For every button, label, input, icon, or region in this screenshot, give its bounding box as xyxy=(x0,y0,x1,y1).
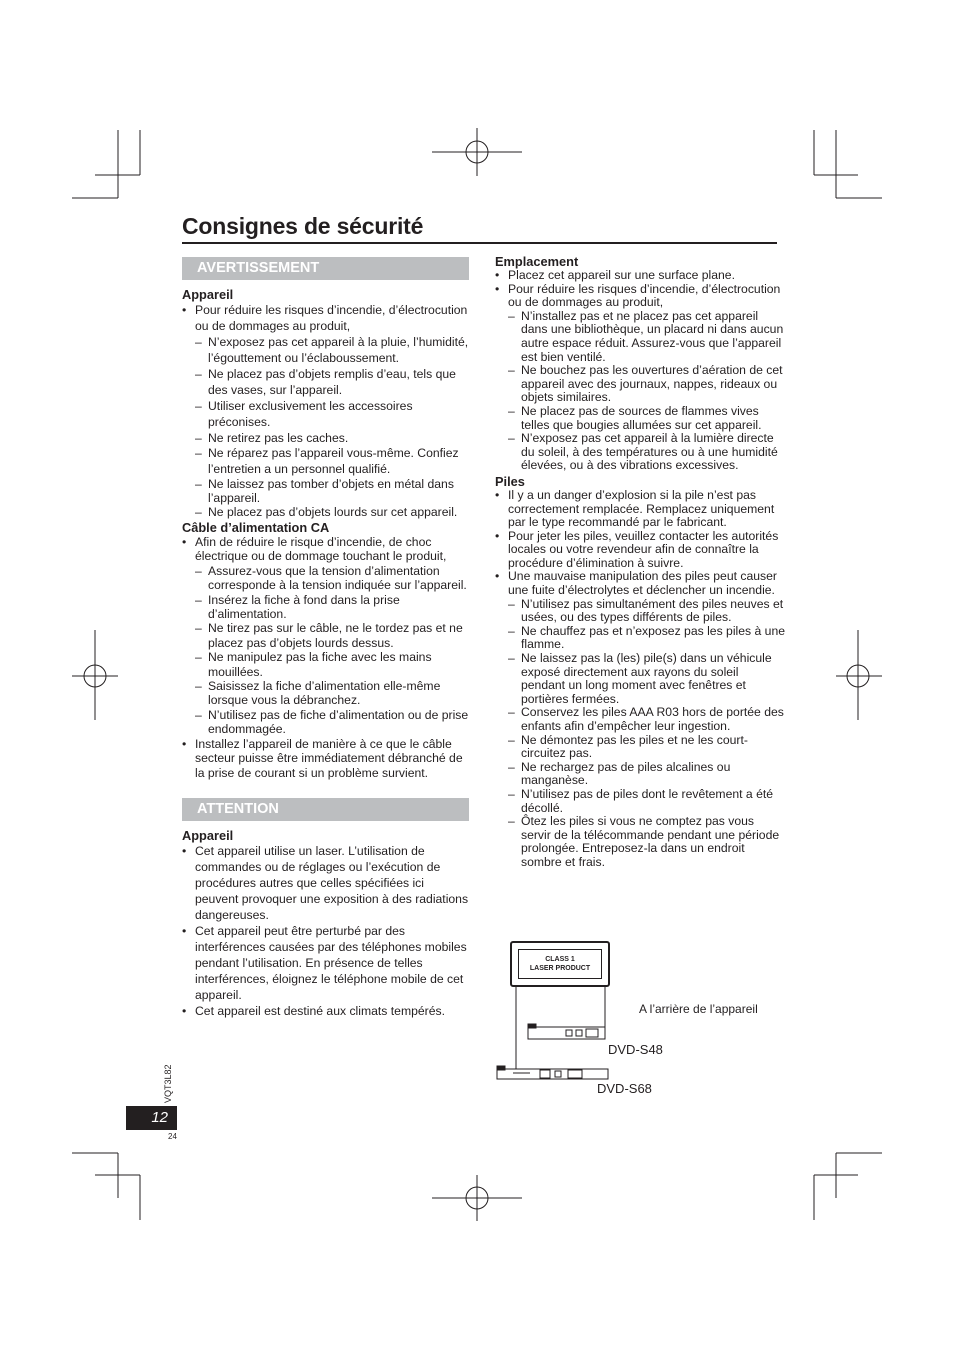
list-item: – Ne démontez pas les piles et ne les court-circuitez pas. xyxy=(508,734,785,761)
laser-class-label xyxy=(510,941,610,987)
list-item: – Ne laissez pas tomber d’objets en métal dans l’appareil. xyxy=(195,477,469,505)
list-item: – N’utilisez pas de fiche d’alimentation ou de prise endommagée. xyxy=(195,708,469,737)
emplacement-dash-list xyxy=(508,310,785,473)
list-item: • Pour réduire les risques d’incendie, d’électrocution ou de dommages au produit, – N’installez pas et ne placez pas cet appareil dans une bibliothèque, un placard ni dans aucun autre espace réduit. Assurez-vous que l’appareil est bien ventilé. – Ne bouchez pas les ouvertures d’aération de cet appareil avec des journaux, nappes, rideaux ou objets similaires. – Ne placez pas de sources de flammes vives telles que bougies allumées sur cet appareil. – N’exposez pas cet appareil à la lumière directe du soleil, à des températures ou à une humidité élevées, ou à des vibrations excessives. xyxy=(495,283,785,473)
list-item: • Pour réduire les risques d’incendie, d’électrocution ou de dommages au produit, – N’exposez pas cet appareil à la pluie, l’humidité, l’égouttement ou l’éclaboussement. – Ne placez pas d’objets remplis d’eau, tels que des vases, sur l’appareil. – Utiliser exclusivement les accessoires préconises. – Ne retirez pas les caches. – Ne réparez pas l’appareil vous-même. Confiez l’entretien a un personnel qualifié. – Ne laissez pas tomber d’objets en métal dans l’appareil. – Ne placez pas d’objets lourds sur cet appareil. xyxy=(182,302,469,519)
list-item: – Ne laissez pas la (les) pile(s) dans un véhicule exposé directement aux rayons du soleil pendant un long moment avec fenêtres et portières fermées. xyxy=(508,652,785,706)
list-item: • Afin de réduire le risque d’incendie, de choc électrique ou de dommage touchant le produit, – Assurez-vous que la tension d’alimentation corresponde à la tension indiquée sur l’appareil. – Insérez la fiche à fond dans la prise d’alimentation. – Ne tirez pas sur le câble, ne le tordez pas et ne placez pas d’objets lourds dessus. – Ne manipulez pas la fiche avec les mains mouillées. – Saisissez la fiche d’alimentation elle-même lorsque vous la débranchez. – N’utilisez pas de fiche d’alimentation ou de prise endommagée. xyxy=(182,535,469,737)
rear-caption: A l’arrière de l’appareil xyxy=(639,1002,758,1016)
laser-label-inner xyxy=(518,949,602,979)
laser-product-text: LASER PRODUCT xyxy=(529,965,591,972)
list-item: – Assurez-vous que la tension d’alimentation corresponde à la tension indiquée sur l’appareil. xyxy=(195,564,469,593)
list-item: • Cet appareil utilise un laser. L’utilisation de commandes ou de réglages ou l’exécution de procédures autres que celles spécifiées ici peuvent provoquer une exposition à des radiations dangereuses. xyxy=(182,843,469,923)
list-item: – Ne rechargez pas de piles alcalines ou manganèse. xyxy=(508,761,785,788)
left-column xyxy=(182,257,469,1019)
list-item: • Cet appareil est destiné aux climats tempérés. xyxy=(182,1003,469,1019)
list-item: – Ne réparez pas l’appareil vous-même. Confiez l’entretien a un personnel qualifié. xyxy=(195,446,469,477)
title-rule xyxy=(182,242,777,244)
list-item: – Ne manipulez pas la fiche avec les mains mouillées. xyxy=(195,650,469,679)
list-item: • Une mauvaise manipulation des piles peut causer une fuite d’électrolytes et déclencher un incendie. – N’utilisez pas simultanément des piles neuves et usées, ou des types différents de piles. – Ne chauffez pas et n’exposez pas les piles à une flamme. – Ne laissez pas la (les) pile(s) dans un véhicule exposé directement aux rayons du soleil pendant un long moment avec fenêtres et portières fermées. – Conservez les piles AAA R03 hors de portée des enfants afin d’empêcher leur ingestion. – Ne démontez pas les piles et ne les court-circuitez pas. – Ne rechargez pas de piles alcalines ou manganèse. – N’utilisez pas de piles dont le revêtement a été décollé. – Ôtez les piles si vous ne comptez pas vous servir de la télécommande pendant une période prolongée. Entreposez-la dans un endroit sombre et frais. xyxy=(495,570,785,869)
list-item: – Ôtez les piles si vous ne comptez pas vous servir de la télécommande pendant une période prolongée. Entreposez-la dans un endroit sombre et frais. xyxy=(508,815,785,869)
piles-list xyxy=(495,489,785,870)
list-item: – Ne tirez pas sur le câble, ne le tordez pas et ne placez pas d’objets lourds dessus. xyxy=(195,621,469,650)
appareil-list xyxy=(182,302,469,519)
piles-heading: Piles xyxy=(495,473,525,489)
cable-heading: Câble d’alimentation CA xyxy=(182,520,330,535)
list-item: – Ne placez pas d’objets remplis d’eau, tels que des vases, sur l’appareil. xyxy=(195,366,469,398)
emplacement-list xyxy=(495,269,785,473)
laser-class-text: CLASS 1 xyxy=(545,956,575,963)
sheet-number: 24 xyxy=(168,1132,177,1141)
warning-band: AVERTISSEMENT xyxy=(182,257,469,280)
piles-dash-list xyxy=(508,598,785,870)
list-item: • Placez cet appareil sur une surface plane. xyxy=(495,269,785,283)
list-item: – Ne placez pas de sources de flammes vives telles que bougies allumées sur cet appareil. xyxy=(508,405,785,432)
page-number: 12 xyxy=(126,1106,177,1130)
list-item: • Il y a un danger d’explosion si la pile n’est pas correctement remplacée. Remplacez uniquement par le type recommandé par le fabricant. xyxy=(495,489,785,530)
list-item: – N’exposez pas cet appareil à la pluie, l’humidité, l’égouttement ou l’éclaboussement. xyxy=(195,334,469,366)
list-item: – N’installez pas et ne placez pas cet appareil dans une bibliothèque, un placard ni dans aucun autre espace réduit. Assurez-vous que l’appareil est bien ventilé. xyxy=(508,310,785,364)
page-title: Consignes de sécurité xyxy=(182,213,424,239)
list-item: – Ne retirez pas les caches. xyxy=(195,430,469,446)
list-item: – N’exposez pas cet appareil à la lumière directe du soleil, à des températures ou à une humidité élevées, ou à des vibrations excessives. xyxy=(508,432,785,473)
list-item: – N’utilisez pas de piles dont le revêtement a été décollé. xyxy=(508,788,785,815)
attention-band: ATTENTION xyxy=(182,798,469,821)
list-item: • Cet appareil peut être perturbé par des interférences causées par des téléphones mobiles pendant l’utilisation. En présence de telles interférences, éloignez le téléphone mobile de cet appareil. xyxy=(182,923,469,1003)
list-item: – N’utilisez pas simultanément des piles neuves et usées, ou des types différents de piles. xyxy=(508,598,785,625)
cable-list xyxy=(182,535,469,780)
list-item: – Saisissez la fiche d’alimentation elle-même lorsque vous la débranchez. xyxy=(195,679,469,708)
list-item: – Ne bouchez pas les ouvertures d’aération de cet appareil avec des journaux, nappes, rideaux ou objets similaires. xyxy=(508,364,785,405)
doc-code: VQT3L82 xyxy=(163,1064,173,1103)
model-label-s48: DVD-S48 xyxy=(608,1042,663,1057)
appareil-heading: Appareil xyxy=(182,287,234,302)
list-item: • Pour jeter les piles, veuillez contacter les autorités locales ou votre revendeur afin de connaître la procédure d’élimination à suivre. xyxy=(495,530,785,571)
appareil2-list xyxy=(182,843,469,1019)
appareil-dash-list xyxy=(195,334,469,519)
emplacement-heading: Emplacement xyxy=(495,254,579,269)
model-label-s68: DVD-S68 xyxy=(597,1081,652,1096)
cable-dash-list xyxy=(195,564,469,737)
list-item: • Installez l’appareil de manière à ce que le câble secteur puisse être immédiatement débranché de la prise de courant si un problème survient. xyxy=(182,737,469,780)
list-item: – Conservez les piles AAA R03 hors de portée des enfants afin d’empêcher leur ingestion. xyxy=(508,706,785,733)
right-column xyxy=(495,254,785,870)
list-item: – Ne placez pas d’objets lourds sur cet appareil. xyxy=(195,505,469,519)
appareil2-heading: Appareil xyxy=(182,827,234,843)
list-item: – Insérez la fiche à fond dans la prise d’alimentation. xyxy=(195,593,469,622)
list-item: – Ne chauffez pas et n’exposez pas les piles à une flamme. xyxy=(508,625,785,652)
list-item: – Utiliser exclusivement les accessoires préconises. xyxy=(195,398,469,430)
